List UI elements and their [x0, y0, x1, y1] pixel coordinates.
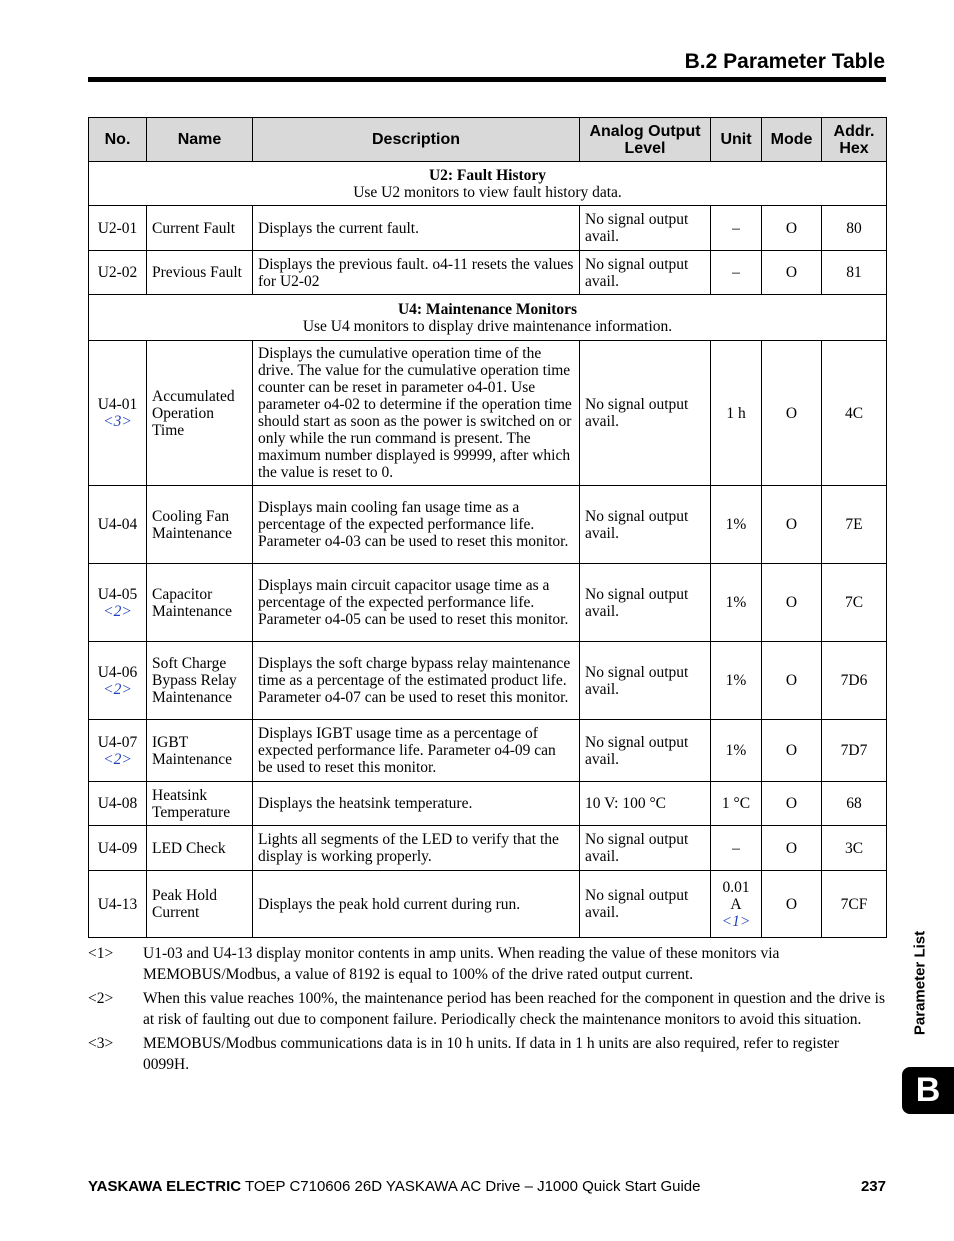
cell-mode-text: O [785, 219, 798, 237]
footnote-mark: <1> [88, 945, 114, 962]
table-row [89, 251, 887, 295]
cell-mode-text: O [785, 795, 798, 812]
cell-mode-text: O [785, 839, 798, 857]
group-title: U2: Fault History [428, 166, 547, 184]
cell-analog-output [580, 251, 711, 295]
side-tab-letter: B [902, 1067, 954, 1114]
page-number: 237 [860, 1178, 886, 1195]
cell-unit-text: 1% [725, 594, 747, 611]
cell-description-text: Displays the peak hold current during run. [258, 895, 521, 913]
cell-unit [711, 486, 762, 564]
cell-name [147, 782, 253, 826]
cell-no [89, 826, 147, 871]
cell-unit-text: – [732, 264, 740, 281]
cell-unit [711, 251, 762, 295]
cell-unit [711, 564, 762, 642]
cell-description-text: Displays the heatsink temperature. [258, 795, 473, 812]
cell-no-text: U2-01 [97, 219, 138, 237]
cell-unit-text: 1% [725, 672, 747, 689]
footnote-ref-link[interactable]: <3> [103, 413, 132, 430]
cell-addr [822, 564, 887, 642]
cell-analog-output-text: No signal output avail. [585, 396, 689, 430]
cell-no-text: U4-04 [97, 516, 138, 533]
group-header-cell [89, 162, 887, 206]
cell-description [253, 251, 580, 295]
cell-addr [822, 720, 887, 782]
table-row [89, 642, 887, 720]
cell-addr [822, 206, 887, 251]
cell-addr-text: 7D7 [840, 742, 868, 759]
footnote-ref-link[interactable]: <2> [103, 680, 132, 698]
cell-mode-text: O [785, 594, 798, 611]
table-header-row [89, 118, 887, 162]
cell-mode [762, 782, 822, 826]
cell-analog-output-text: No signal output avail. [585, 507, 689, 542]
cell-addr [822, 642, 887, 720]
cell-name-text: Cooling Fan Maintenance [152, 507, 233, 542]
cell-no [89, 341, 147, 486]
cell-analog-output [580, 564, 711, 642]
group-subtitle: Use U2 monitors to view fault history data. [353, 183, 622, 201]
cell-mode-text: O [785, 742, 798, 759]
group-header-cell [89, 295, 887, 341]
cell-addr [822, 871, 887, 938]
cell-addr [822, 251, 887, 295]
cell-addr-text: 4C [844, 404, 864, 422]
cell-unit [711, 642, 762, 720]
footnote-text: U1-03 and U4-13 display monitor contents in amp units. When reading the value of these monitors via MEMOBUS/Modbus, a value of 8192 is equal to 100% of the drive rated output current. [143, 945, 780, 983]
footnote-text: MEMOBUS/Modbus communications data is in 10 h units. If data in 1 h units are also required, refer to register 0099H. [143, 1035, 840, 1073]
table-row [89, 341, 887, 486]
cell-mode-text: O [785, 672, 798, 689]
footnote-mark: <3> [88, 1035, 114, 1052]
cell-addr-text: 7D6 [840, 672, 868, 689]
cell-mode [762, 341, 822, 486]
group-header-row [89, 162, 887, 206]
cell-name-text: Capacitor Maintenance [152, 585, 233, 620]
cell-mode [762, 564, 822, 642]
table-row [89, 486, 887, 564]
cell-unit [711, 782, 762, 826]
cell-name [147, 251, 253, 295]
table-row [89, 826, 887, 871]
cell-name [147, 720, 253, 782]
cell-unit [711, 826, 762, 871]
cell-unit [711, 341, 762, 486]
cell-no-text: U4-13 [97, 895, 138, 913]
cell-mode [762, 486, 822, 564]
cell-analog-output-text: 10 V: 100 °C [585, 795, 666, 812]
table-row [89, 871, 887, 938]
col-header-name: Name [147, 118, 253, 162]
cell-unit-text: 1 °C [721, 795, 751, 812]
cell-description-text: Displays the previous fault. o4-11 resets the values for U2-02 [258, 255, 574, 290]
cell-no [89, 486, 147, 564]
cell-analog-output [580, 782, 711, 826]
title-rule [88, 77, 886, 82]
table-row [89, 206, 887, 251]
cell-name [147, 642, 253, 720]
cell-no [89, 871, 147, 938]
section-title: B.2 Parameter Table [684, 50, 885, 73]
cell-mode-text: O [785, 264, 798, 281]
cell-description [253, 486, 580, 564]
cell-name-text: Accumulated Operation Time [152, 387, 235, 439]
cell-no-text: U2-02 [97, 264, 138, 281]
cell-description-text: Displays main circuit capacitor usage time as a percentage of the expected performance life. Parameter o4-05 can be used to reset this monitor. [258, 577, 569, 628]
cell-name [147, 564, 253, 642]
cell-no-text: U4-01 [97, 396, 138, 413]
cell-analog-output [580, 486, 711, 564]
cell-mode-text: O [785, 895, 798, 913]
cell-name-text: Peak Hold Current [152, 887, 218, 921]
cell-mode [762, 826, 822, 871]
parameter-table [88, 117, 887, 938]
cell-name-text: Soft Charge Bypass Relay Maintenance [152, 655, 237, 706]
cell-addr-text: 80 [846, 219, 862, 237]
footnote-ref-link[interactable]: <2> [103, 750, 132, 768]
col-header-description: Description [253, 118, 580, 162]
cell-no [89, 720, 147, 782]
cell-no-text: U4-08 [97, 795, 138, 812]
footnote-ref-link[interactable]: <1> [721, 912, 751, 930]
cell-name-text: IGBT Maintenance [152, 733, 233, 768]
cell-analog-output-text: No signal output avail. [585, 211, 689, 245]
cell-unit-text: – [732, 839, 740, 857]
cell-mode [762, 720, 822, 782]
cell-no [89, 642, 147, 720]
cell-unit-text: 1% [725, 742, 747, 759]
cell-unit-text: – [732, 219, 740, 237]
cell-name-text: LED Check [152, 839, 226, 857]
cell-description [253, 720, 580, 782]
cell-no-text: U4-09 [97, 839, 138, 857]
cell-description-text: Lights all segments of the LED to verify that the display is working properly. [258, 831, 559, 865]
cell-analog-output [580, 871, 711, 938]
cell-addr-text: 3C [844, 839, 864, 857]
cell-description-text: Displays the cumulative operation time of the drive. The value for the cumulative operation time counter can be reset in parameter o4-01. Use parameter o4-02 to determine if the operation time should start as soon as the power is switched on or only while the run command is present. The maximum number displayed is 99999, after which the value is reset to 0. [258, 345, 572, 481]
cell-description [253, 564, 580, 642]
cell-description [253, 206, 580, 251]
cell-analog-output [580, 826, 711, 871]
col-header-no: No. [89, 118, 147, 162]
cell-unit-text: 1 h [726, 404, 746, 422]
cell-no-text: U4-05 [97, 585, 138, 603]
cell-name [147, 341, 253, 486]
cell-analog-output [580, 642, 711, 720]
cell-addr-text: 7C [844, 594, 864, 611]
cell-description-text: Displays main cooling fan usage time as a percentage of the expected performance life. Parameter o4-03 can be used to reset this monitor. [258, 499, 569, 550]
footnote [88, 1034, 888, 1075]
col-header-unit: Unit [711, 118, 762, 162]
cell-description [253, 642, 580, 720]
cell-addr-text: 7CF [840, 895, 868, 913]
cell-no [89, 251, 147, 295]
col-header-mode: Mode [762, 118, 822, 162]
group-title: U4: Maintenance Monitors [397, 300, 578, 318]
cell-analog-output [580, 720, 711, 782]
cell-description [253, 341, 580, 486]
cell-unit [711, 206, 762, 251]
cell-name [147, 826, 253, 871]
cell-description [253, 871, 580, 938]
cell-name [147, 871, 253, 938]
footnote-mark: <2> [88, 990, 114, 1007]
cell-no [89, 564, 147, 642]
group-subtitle: Use U4 monitors to display drive maintenance information. [302, 317, 673, 335]
cell-name-text: Current Fault [152, 219, 236, 237]
footer-brand: YASKAWA ELECTRIC [88, 1178, 242, 1195]
col-header-addr: Addr. Hex [822, 118, 887, 162]
cell-no-text: U4-07 [97, 733, 138, 751]
cell-description-text: Displays the soft charge bypass relay maintenance time as a percentage of the estimated product life. Parameter o4-07 can be used to reset this monitor. [258, 655, 571, 706]
cell-addr [822, 826, 887, 871]
cell-no [89, 206, 147, 251]
cell-unit [711, 720, 762, 782]
cell-mode-text: O [785, 404, 798, 422]
group-header-row [89, 295, 887, 341]
side-tab-label [905, 920, 935, 1045]
page-footer [88, 1178, 886, 1195]
cell-analog-output-text: No signal output avail. [585, 733, 689, 768]
cell-analog-output [580, 341, 711, 486]
cell-no-text: U4-06 [97, 663, 138, 681]
cell-analog-output-text: No signal output avail. [585, 831, 689, 865]
cell-description-text: Displays IGBT usage time as a percentage of expected performance life. Parameter o4-09 can be used to reset this monitor. [258, 725, 556, 776]
cell-no [89, 782, 147, 826]
side-tab-label-text: Parameter List [911, 930, 929, 1035]
footnote [88, 944, 888, 985]
cell-mode-text: O [785, 516, 798, 533]
cell-mode [762, 251, 822, 295]
cell-name-text: Heatsink Temperature [152, 786, 231, 821]
cell-addr-text: 68 [846, 795, 862, 812]
cell-unit-text: 1% [725, 516, 747, 533]
cell-addr [822, 341, 887, 486]
cell-mode [762, 206, 822, 251]
cell-addr [822, 782, 887, 826]
cell-unit-text: 0.01 A [722, 878, 750, 913]
cell-description [253, 826, 580, 871]
cell-name [147, 486, 253, 564]
table-row [89, 782, 887, 826]
footnotes [88, 944, 888, 1079]
cell-analog-output [580, 206, 711, 251]
col-header-analog-output: Analog Output Level [580, 118, 711, 162]
cell-addr-text: 7E [845, 516, 863, 533]
cell-name-text: Previous Fault [152, 264, 242, 281]
cell-addr [822, 486, 887, 564]
footer-doc: TOEP C710606 26D YASKAWA AC Drive – J1000 Quick Start Guide [244, 1178, 701, 1195]
cell-description-text: Displays the current fault. [258, 219, 419, 237]
footnote-text: When this value reaches 100%, the maintenance period has been reached for the component in question and the drive is at risk of faulting out due to component failure. Periodically check the maintenance monitors to avoid this situation. [143, 990, 886, 1028]
cell-name [147, 206, 253, 251]
cell-mode [762, 871, 822, 938]
cell-mode [762, 642, 822, 720]
cell-analog-output-text: No signal output avail. [585, 663, 689, 698]
footnote-ref-link[interactable]: <2> [103, 602, 132, 620]
cell-analog-output-text: No signal output avail. [585, 887, 689, 921]
table-row [89, 720, 887, 782]
cell-unit [711, 871, 762, 938]
cell-analog-output-text: No signal output avail. [585, 585, 689, 620]
table-row [89, 564, 887, 642]
cell-description [253, 782, 580, 826]
cell-addr-text: 81 [846, 264, 862, 281]
footnote [88, 989, 888, 1030]
cell-analog-output-text: No signal output avail. [585, 255, 689, 290]
